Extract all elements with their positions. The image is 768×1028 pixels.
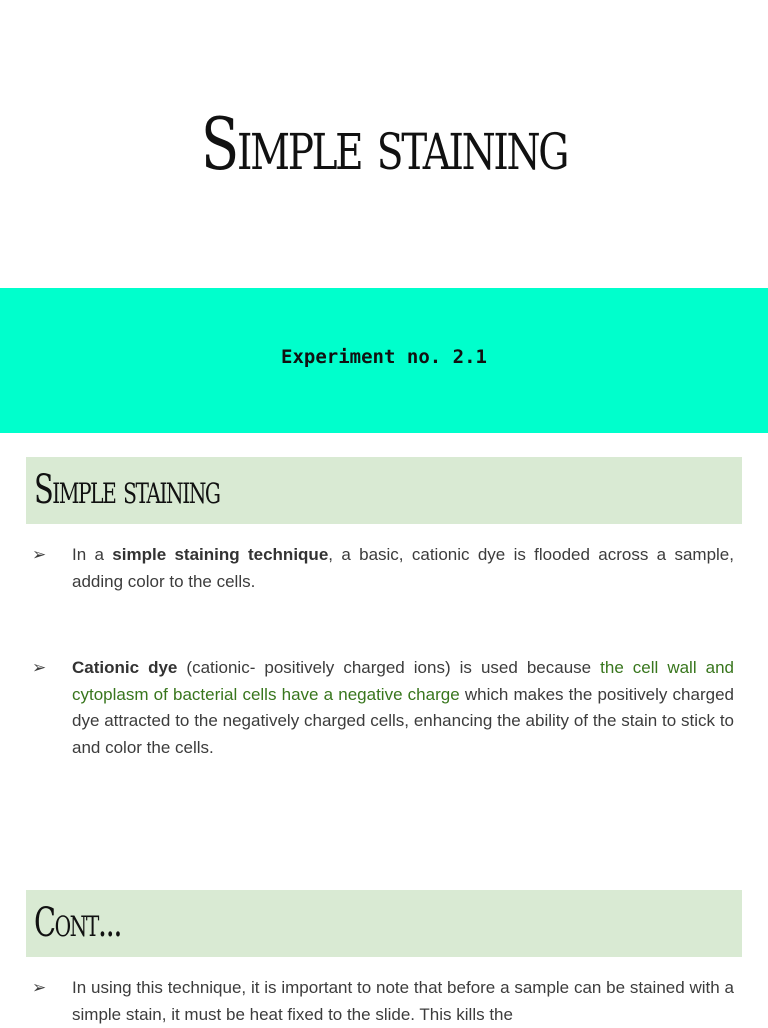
section-heading-text: Simple staining	[34, 467, 220, 513]
bullet-arrow-icon: ➢	[32, 658, 47, 677]
bullet-arrow-icon: ➢	[32, 978, 47, 997]
title-slide	[0, 0, 768, 288]
bullet-arrow-icon: ➢	[32, 545, 47, 564]
subtitle-band	[0, 288, 768, 433]
highlighted-text: the cell wall and cytoplasm of bacterial cells have a negative charge	[72, 658, 734, 704]
bullet-heat-fixing	[32, 975, 734, 1028]
section-heading-text: Cont...	[34, 900, 122, 946]
bullet-simple-staining-technique	[32, 542, 734, 595]
bullet-text: In a simple staining technique, a basic, cationic dye is flooded across a sample, adding color to the cells.	[72, 545, 734, 591]
bullet-text: In using this technique, it is important to note that before a sample can be stained with a simple stain, it must be heat fixed to the slide. This kills the	[72, 978, 734, 1024]
section-heading-simple-staining	[26, 457, 742, 524]
experiment-subtitle: Experiment no. 2.1	[281, 346, 487, 368]
bullet-text: Cationic dye (cationic- positively charged ions) is used because the cell wall and cytoplasm of bacterial cells have a negative charge which makes the positively charged dye attracted to the negatively charged cells, enhancing the ability of the stain to stick to and color the cells.	[72, 658, 734, 757]
bullet-cationic-dye	[32, 655, 734, 761]
main-title: Simple staining	[200, 102, 568, 186]
section-heading-cont	[26, 890, 742, 957]
